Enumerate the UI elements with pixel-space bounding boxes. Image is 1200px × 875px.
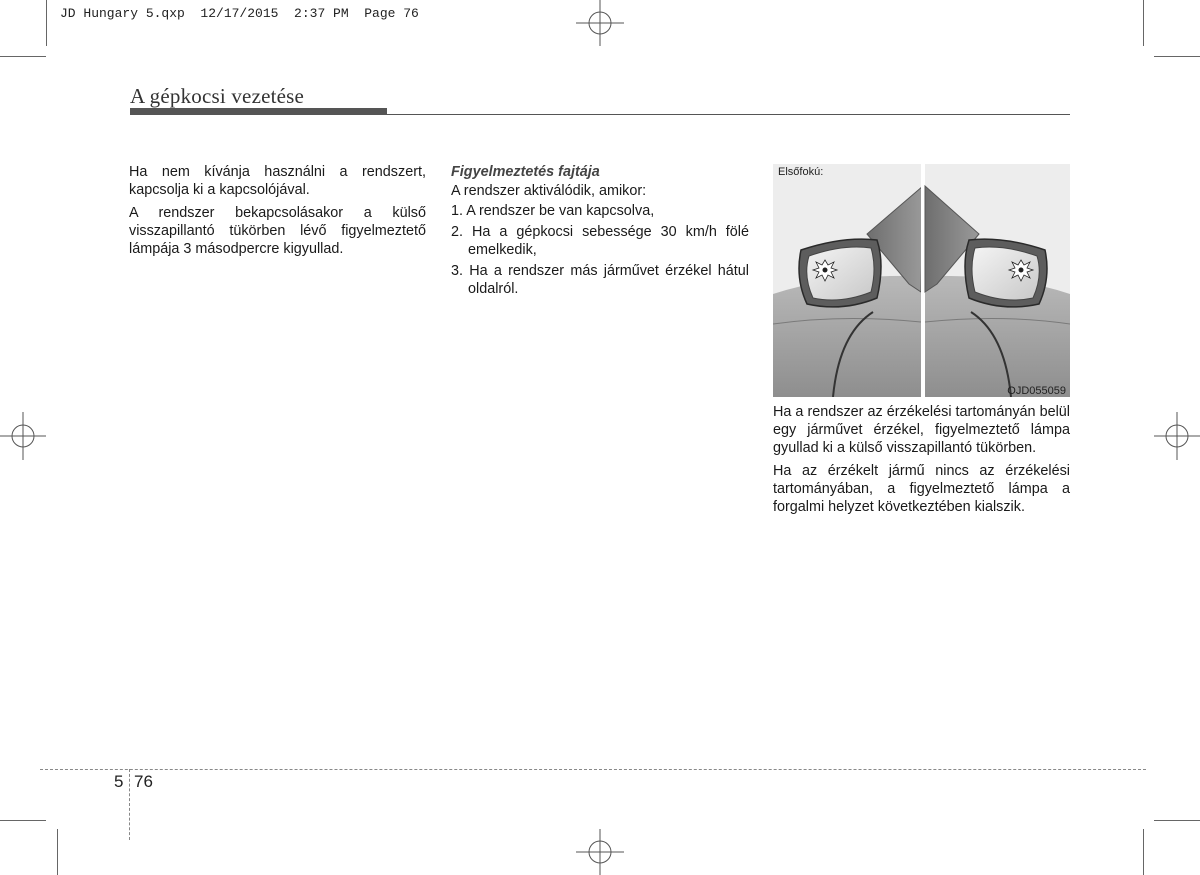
- header-rule: [130, 114, 1070, 115]
- side-mirror-illustration: [773, 164, 1070, 397]
- warning-light-icon: [1009, 260, 1033, 281]
- condition-list: [451, 202, 749, 298]
- paragraph: Ha az érzékelt jármű nincs az érzékelési tartományában, a figyelmeztető lámpa a forgalmi helyzet következtében kialszik.: [773, 463, 1070, 515]
- crop-mark: [1143, 829, 1144, 875]
- registration-mark-icon: [0, 412, 46, 460]
- crop-mark: [57, 829, 58, 875]
- list-item: 3. Ha a rendszer más járművet érzékel hátul oldalról.: [451, 263, 749, 297]
- crop-mark: [1154, 56, 1200, 57]
- mirror-warning-figure: [773, 164, 1070, 397]
- paragraph: Ha nem kívánja használni a rendszert, kapcsolja ki a kapcsolójával.: [129, 164, 426, 198]
- intro-text: A rendszer aktiválódik, amikor:: [451, 183, 647, 199]
- warning-light-icon: [813, 260, 837, 281]
- left-column: [129, 163, 426, 263]
- footer-divider: [129, 769, 130, 840]
- paragraph: A rendszer bekapcsolásakor a külső visszapillantó tükörben lévő figyelmeztető lámpája 3 másodpercre kigyullad.: [129, 205, 426, 257]
- figure-label: Elsőfokú:: [778, 166, 824, 178]
- figure-code: OJD055059: [1007, 385, 1066, 397]
- subsection-heading: Figyelmeztetés fajtája: [451, 164, 600, 180]
- list-item: 1. A rendszer be van kapcsolva,: [451, 203, 655, 219]
- registration-mark-icon: [1154, 412, 1200, 460]
- list-item: 2. Ha a gépkocsi sebessége 30 km/h fölé emelkedik,: [451, 224, 749, 258]
- crop-mark: [0, 56, 46, 57]
- registration-mark-icon: [576, 829, 624, 875]
- crop-mark: [46, 0, 47, 46]
- print-slug-line: JD Hungary 5.qxp 12/17/2015 2:37 PM Page 76: [60, 6, 419, 21]
- crop-mark: [1143, 0, 1144, 46]
- footer-rule: [40, 769, 1146, 770]
- chapter-number: 5: [114, 772, 124, 791]
- right-column: [773, 403, 1070, 521]
- crop-mark: [0, 820, 46, 821]
- page-number: 76: [134, 772, 153, 791]
- registration-mark-icon: [576, 0, 624, 46]
- middle-column: [451, 163, 749, 301]
- section-title: A gépkocsi vezetése: [130, 84, 305, 108]
- crop-mark: [1154, 820, 1200, 821]
- paragraph: Ha a rendszer az érzékelési tartományán belül egy járművet érzékel, figyelmeztető lámpa gyullad ki a külső visszapillantó tükörben.: [773, 404, 1070, 456]
